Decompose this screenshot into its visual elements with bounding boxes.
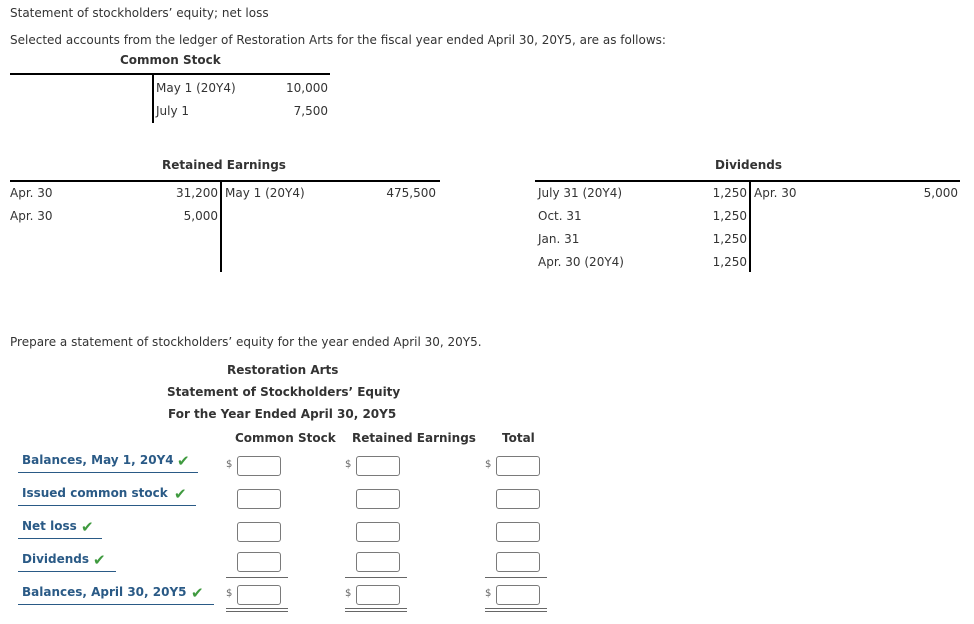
common-stock-input[interactable]: [237, 456, 281, 476]
common-stock-input[interactable]: [237, 522, 281, 542]
row-label-net-loss: Net loss: [22, 519, 77, 533]
row-label-issued-common-stock: Issued common stock: [22, 486, 168, 500]
total-input[interactable]: [496, 456, 540, 476]
re-credit-date: May 1 (20Y4): [225, 186, 305, 200]
checkmark-icon: ✔: [174, 485, 187, 503]
statement-period: For the Year Ended April 30, 20Y5: [168, 407, 397, 421]
retained-earnings-input[interactable]: [356, 552, 400, 572]
retained-earnings-input[interactable]: [356, 489, 400, 509]
checkmark-icon: ✔: [93, 551, 106, 569]
double-rule: [345, 611, 407, 612]
total-input[interactable]: [496, 489, 540, 509]
column-header-common-stock: Common Stock: [235, 431, 336, 445]
re-debit-amount: 31,200: [176, 186, 218, 200]
t-account-top-rule: [10, 73, 330, 75]
div-debit-amount: 1,250: [712, 186, 747, 200]
div-debit-amount: 1,250: [712, 209, 747, 223]
retained-earnings-input[interactable]: [356, 456, 400, 476]
statement-company: Restoration Arts: [227, 363, 339, 377]
retained-earnings-input[interactable]: [356, 522, 400, 542]
t-account-top-rule: [10, 180, 440, 182]
re-debit-date: Apr. 30: [10, 186, 53, 200]
total-input[interactable]: [496, 522, 540, 542]
cs-credit-amount: 7,500: [293, 104, 328, 118]
statement-title: Statement of Stockholders’ Equity: [167, 385, 401, 399]
div-credit-amount: 5,000: [923, 186, 958, 200]
dollar-sign: $: [226, 459, 233, 470]
retained-earnings-title: Retained Earnings: [162, 158, 286, 172]
common-stock-input[interactable]: [237, 552, 281, 572]
row-label-balances-may-1: Balances, May 1, 20Y4: [22, 453, 174, 467]
total-input[interactable]: [496, 585, 540, 605]
double-rule: [345, 608, 407, 609]
checkmark-icon: ✔: [81, 518, 94, 536]
row-label-underline: [18, 505, 196, 506]
t-account-top-rule: [535, 180, 960, 182]
column-header-total: Total: [502, 431, 535, 445]
double-rule: [226, 608, 288, 609]
re-credit-amount: 475,500: [386, 186, 436, 200]
total-input[interactable]: [496, 552, 540, 572]
instruction-text: Prepare a statement of stockholders’ equity for the year ended April 30, 20Y5.: [10, 335, 482, 349]
problem-intro: Selected accounts from the ledger of Restoration Arts for the fiscal year ended April 30, 20Y5, are as follows:: [10, 33, 666, 47]
double-rule: [226, 611, 288, 612]
row-label-dividends: Dividends: [22, 552, 90, 566]
common-stock-input[interactable]: [237, 489, 281, 509]
div-credit-date: Apr. 30: [754, 186, 797, 200]
common-stock-title: Common Stock: [120, 53, 221, 67]
dollar-sign: $: [485, 588, 492, 599]
total-rule: [226, 577, 288, 578]
checkmark-icon: ✔: [177, 452, 190, 470]
double-rule: [485, 608, 547, 609]
dollar-sign: $: [345, 459, 352, 470]
checkmark-icon: ✔: [191, 584, 204, 602]
div-debit-date: July 31 (20Y4): [538, 186, 623, 200]
div-debit-amount: 1,250: [712, 255, 747, 269]
dollar-sign: $: [485, 459, 492, 470]
column-header-retained-earnings: Retained Earnings: [352, 431, 476, 445]
row-label-balances-april-30: Balances, April 30, 20Y5: [22, 585, 187, 599]
problem-title: Statement of stockholders’ equity; net loss: [10, 6, 269, 20]
dollar-sign: $: [226, 588, 233, 599]
div-debit-date: Jan. 31: [538, 232, 580, 246]
total-rule: [345, 577, 407, 578]
re-debit-date: Apr. 30: [10, 209, 53, 223]
row-label-underline: [18, 538, 102, 539]
cs-credit-amount: 10,000: [286, 81, 328, 95]
cs-credit-date: July 1: [156, 104, 190, 118]
retained-earnings-input[interactable]: [356, 585, 400, 605]
common-stock-input[interactable]: [237, 585, 281, 605]
t-account-divider: [152, 75, 154, 123]
div-debit-date: Apr. 30 (20Y4): [538, 255, 624, 269]
t-account-divider: [220, 182, 222, 272]
dividends-title: Dividends: [715, 158, 783, 172]
row-label-underline: [18, 604, 214, 605]
t-account-divider: [749, 182, 751, 272]
double-rule: [485, 611, 547, 612]
div-debit-amount: 1,250: [712, 232, 747, 246]
row-label-underline: [18, 472, 198, 473]
re-debit-amount: 5,000: [183, 209, 218, 223]
total-rule: [485, 577, 547, 578]
cs-credit-date: May 1 (20Y4): [156, 81, 236, 95]
row-label-underline: [18, 571, 116, 572]
dollar-sign: $: [345, 588, 352, 599]
div-debit-date: Oct. 31: [538, 209, 582, 223]
